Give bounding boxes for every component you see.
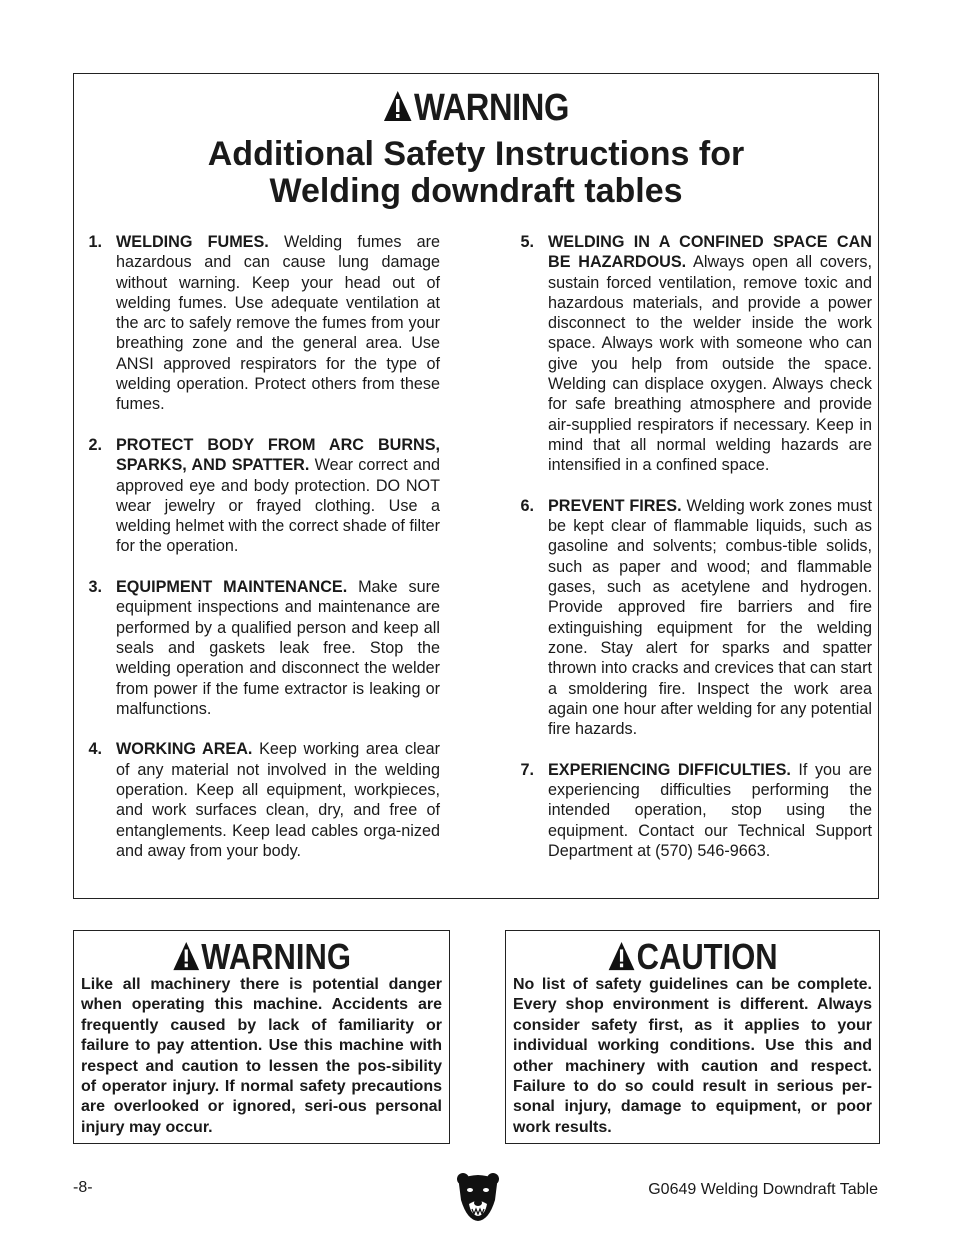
document-title: G0649 Welding Downdraft Table <box>648 1181 878 1198</box>
title-line-1: Additional Safety Instructions for <box>207 135 745 173</box>
item-lead: WELDING IN A CONFINED SPACE CAN BE HAZARDOUS. <box>548 233 872 272</box>
item-number: 7. <box>520 760 534 779</box>
instruction-item <box>512 496 872 740</box>
caution-box-heading <box>532 937 853 977</box>
instructions-right-column <box>512 232 872 882</box>
warning-box-text: Like all machinery there is potential danger when operating this machine. Accidents are frequently caused by lack of familiarity or failure to pay attention. Use this machine with respect and caution to lessen the pos-sibility of operator injury. If normal safety precautions are overlooked or ignored, seri-ous personal injury may occur. <box>81 976 442 1136</box>
item-number: 5. <box>520 233 534 251</box>
instruction-item <box>80 577 440 719</box>
instruction-item <box>80 739 440 861</box>
caution-box-text: No list of safety guidelines can be complete. Every shop environment is different. Always consider safety first, as it applies to your individual working conditions. Use this and other machinery with caution and respect. Failure to do so could result in serious per-sonal injury, damage to equipment, or poor work results. <box>513 976 872 1136</box>
machinery-warning-box <box>73 930 450 1144</box>
instruction-item <box>80 435 440 557</box>
item-text: Welding fumes are hazardous and can cause lung damage without warning. Keep your head out of welding fumes. Use adequate ventilation at the arc to safely remove the fumes from your breathing zone and the general area. Use ANSI approved respirators for the type of welding operation. Protect others from these fumes. <box>116 233 440 414</box>
item-text: Keep working area clear of any material not involved in the welding operation. Keep all equipment, workpieces, and work surfaces clean, dry, and free of entanglements. Keep lead cables orga-nized and away from your body. <box>116 740 441 860</box>
warning-box-heading <box>100 937 423 977</box>
item-lead: EQUIPMENT MAINTENANCE. <box>116 578 348 597</box>
item-number: 3. <box>88 578 102 597</box>
item-lead: PROTECT BODY FROM ARC BURNS, SPARKS, AND SPATTER. <box>116 435 440 475</box>
item-lead: WORKING AREA. <box>116 740 253 759</box>
instruction-item <box>80 232 440 415</box>
item-number: 2. <box>88 435 102 454</box>
caution-box-heading-text: CAUTION <box>636 936 778 977</box>
item-text: Welding work zones must be kept clear of flammable liquids, such as gasoline and solvents; combus-tible solids, such as paper and wood; and flammable gases, such as acetylene and hydrogen. Provide approved fire barriers and fire extinguishing equipment for the welding zone. Stay alert for sparks and spatter thrown into cracks and crevices that can start a smoldering fire. Inspect the work area again one hour after welding for any potential fire hazards. <box>548 496 873 739</box>
instructions-left-column <box>80 232 440 882</box>
page-number: -8- <box>73 1179 93 1196</box>
warning-heading <box>130 88 821 128</box>
caution-triangle-icon <box>607 941 635 971</box>
warning-triangle-icon <box>172 941 200 971</box>
item-number: 6. <box>520 496 534 515</box>
title-line-2: Welding downdraft tables <box>269 172 683 210</box>
additional-safety-warning-box <box>73 73 879 899</box>
instruction-item <box>512 232 872 476</box>
item-lead: EXPERIENCING DIFFICULTIES. <box>548 760 791 779</box>
page-title <box>74 136 878 210</box>
item-number: 1. <box>88 233 102 251</box>
instruction-item <box>512 760 872 861</box>
grizzly-bear-icon <box>455 1170 501 1222</box>
item-text: Make sure equipment inspections and maintenance are performed by a qualified person and keep all seals and gaskets leak free. Stop the welding operation and disconnect the welder from power if the fume extractor is leaking or malfunctions. <box>116 578 440 718</box>
warning-box-heading-text: WARNING <box>201 936 351 977</box>
item-lead: PREVENT FIRES. <box>548 496 682 515</box>
item-number: 4. <box>88 740 102 759</box>
item-lead: WELDING FUMES. <box>116 233 269 251</box>
item-text: If you are experiencing difficulties performing the intended operation, stop using the equipment. Contact our Technical Support Department at (570) 546-9663. <box>548 760 872 860</box>
item-text: Wear correct and approved eye and body protection. DO NOT wear jewelry or frayed clothing. Use a welding helmet with the correct shade of filter for the operation. <box>116 456 441 556</box>
item-text: Always open all covers, sustain forced ventilation, remove toxic and hazardous materials, and provide a power disconnect to the welder inside the work space. Always work with someone who can give you help from outside the space. Welding can displace oxygen. Always check for safe breathing atmosphere and provide air-supplied respirators if necessary. Keep in mind that all normal welding hazards are intensified in a confined space. <box>548 253 872 475</box>
caution-box <box>505 930 880 1144</box>
warning-triangle-icon <box>383 90 412 122</box>
warning-heading-text: WARNING <box>414 87 569 129</box>
